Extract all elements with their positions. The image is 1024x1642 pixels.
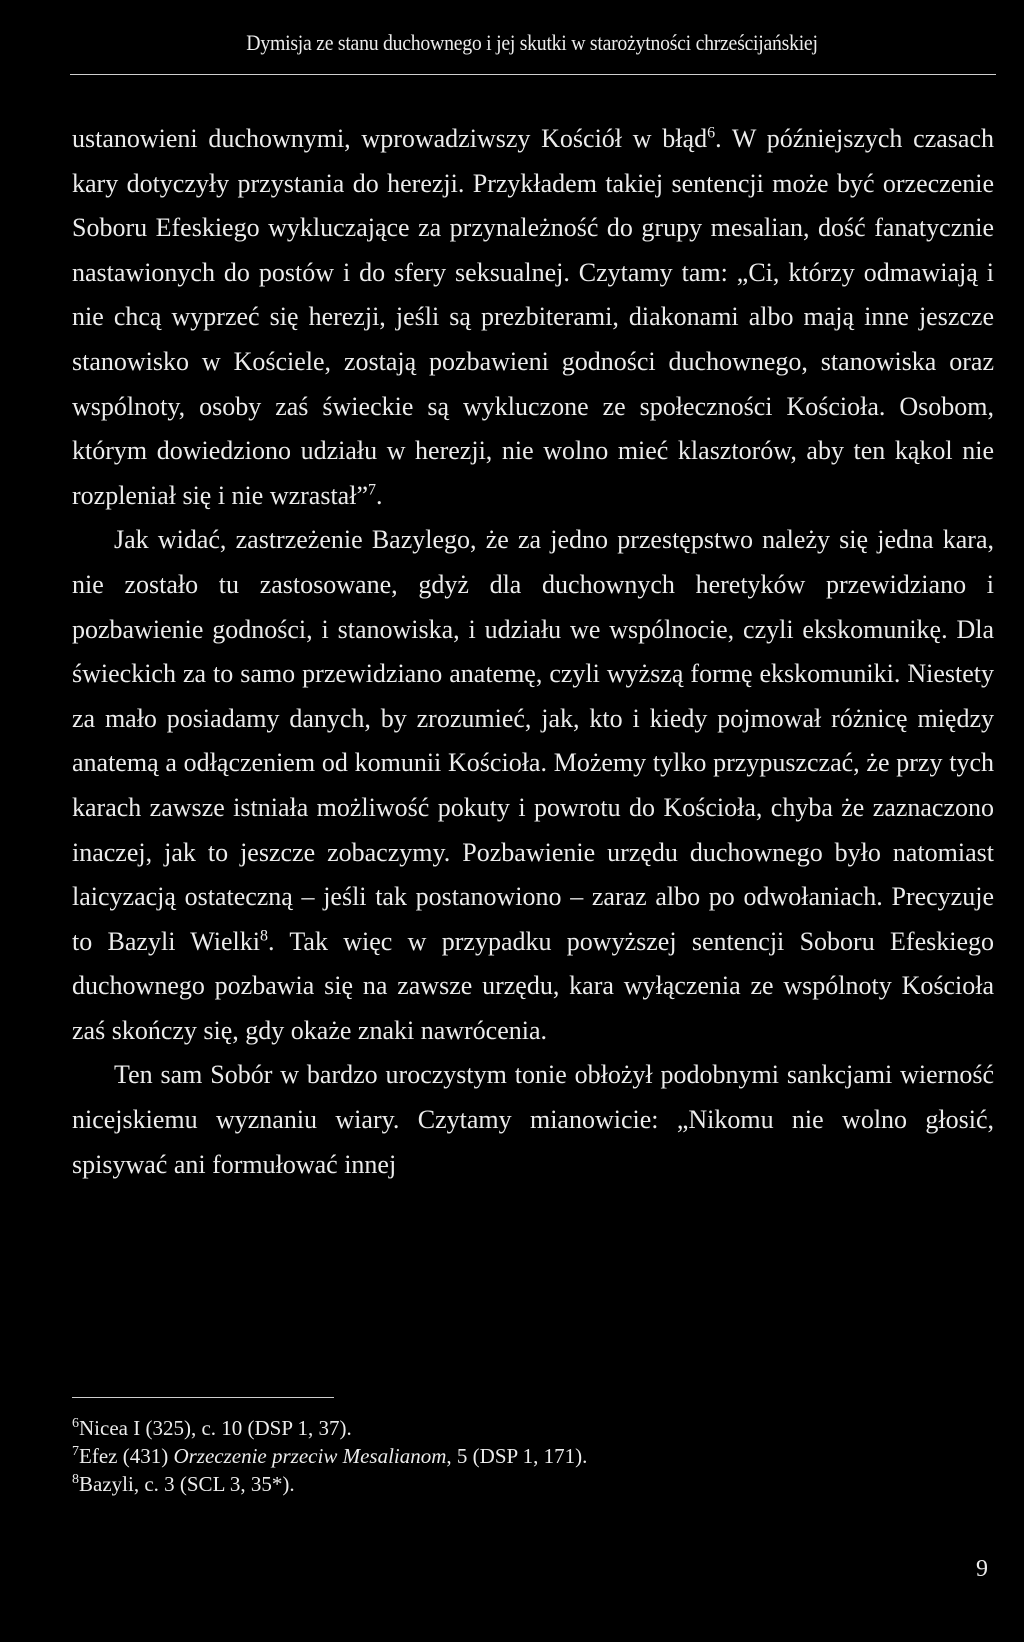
footnote-8 [72, 1470, 972, 1498]
footnote-text: Nicea I (325), c. 10 (DSP 1, 37). [79, 1416, 352, 1440]
paragraph-3: Ten sam Sobór w bardzo uroczystym tonie obłożył podobnymi sankcjami wierność nicejskiemu wyznaniu wiary. Czytamy mianowicie: „Nikomu nie wolno głosić, spisywać ani formułować innej [72, 1060, 994, 1179]
body-text [72, 117, 994, 1187]
footnote-ref-6: 6 [707, 124, 716, 142]
paragraph-2 [72, 518, 994, 1053]
footnote-title: Orzeczenie przeciw Mesalianom [173, 1444, 447, 1468]
footnote-text: Efez (431) [79, 1444, 174, 1468]
footnote-rule [72, 1397, 334, 1398]
footnote-7 [72, 1442, 972, 1470]
paragraph-1-part-3: . [375, 480, 383, 510]
paragraph-2-part-1: Jak widać, zastrzeżenie Bazylego, że za jedno przestępstwo należy się jedna kara, nie zostało tu zastosowane, gdyż dla duchownych heretyków przewidziano i pozbawienie godności, i stanowiska, i udziału we wspólnocie, czyli ekskomunikę. Dla świeckich za to samo przewidziano anatemę, czyli wyższą formę ekskomuniki. Niestety za mało posiadamy danych, by zrozumieć, jak, kto i kiedy pojmował różnicę między anatemą a odłączeniem od komunii Kościoła. Możemy tylko przypuszczać, że przy tych karach zawsze istniała możliwość pokuty i powrotu do Kościoła, chyba że zaznaczono inaczej, jak to jeszcze zobaczymy. Pozbawienie urzędu duchownego było natomiast laicyzacją ostateczną – jeśli tak postanowiono – zaraz albo po odwołaniach. Precyzuje to Bazyli Wielki [72, 525, 994, 956]
header-rule [70, 74, 996, 75]
footnote-number: 8 [72, 1472, 79, 1487]
footnote-ref-8: 8 [259, 927, 268, 945]
footnote-number: 7 [72, 1444, 79, 1459]
paragraph-1-part-2: . W późniejszych czasach kary dotyczyły przystania do herezji. Przykładem takiej sentencji może być orzeczenie Soboru Efeskiego wykluczające za przynależność do grupy mesalian, dość fanatycznie nastawionych do postów i do sfery seksualnej. Czytamy tam: „Ci, którzy odmawiają i nie chcą wyprzeć się herezji, jeśli są prezbiterami, diakonami albo mają inne jeszcze stanowisko w Kościele, zostają pozbawieni godności duchownego, stanowiska oraz wspólnoty, osoby zaś świeckie są wykluczone ze społeczności Kościoła. Osobom, którym dowiedziono udziału w herezji, nie wolno mieć klasztorów, aby ten kąkol nie rozpleniał się i nie wzrastał” [72, 124, 994, 510]
page-number: 9 [976, 1556, 988, 1582]
running-header: Dymisja ze stanu duchownego i jej skutki w starożytności chrześcijańskiej [246, 30, 818, 55]
footnote-text-end: , 5 (DSP 1, 171). [446, 1444, 588, 1468]
paragraph-1-part-1: ustanowieni duchownymi, wprowadziwszy Kościół w błąd [72, 124, 708, 153]
footnote-number: 6 [72, 1416, 79, 1431]
footnote-6 [72, 1414, 972, 1442]
footnotes [72, 1414, 972, 1498]
paragraph-2-part-2: . Tak więc w przypadku powyższej sentencji Soboru Efeskiego duchownego pozbawia się na zawsze urzędu, kara wyłączenia ze wspólnoty Kościoła zaś skończy się, gdy okaże znaki nawrócenia. [72, 926, 994, 1045]
footnote-ref-7: 7 [367, 481, 376, 499]
footnote-text: Bazyli, c. 3 (SCL 3, 35*). [79, 1472, 295, 1496]
paragraph-1 [72, 117, 994, 518]
